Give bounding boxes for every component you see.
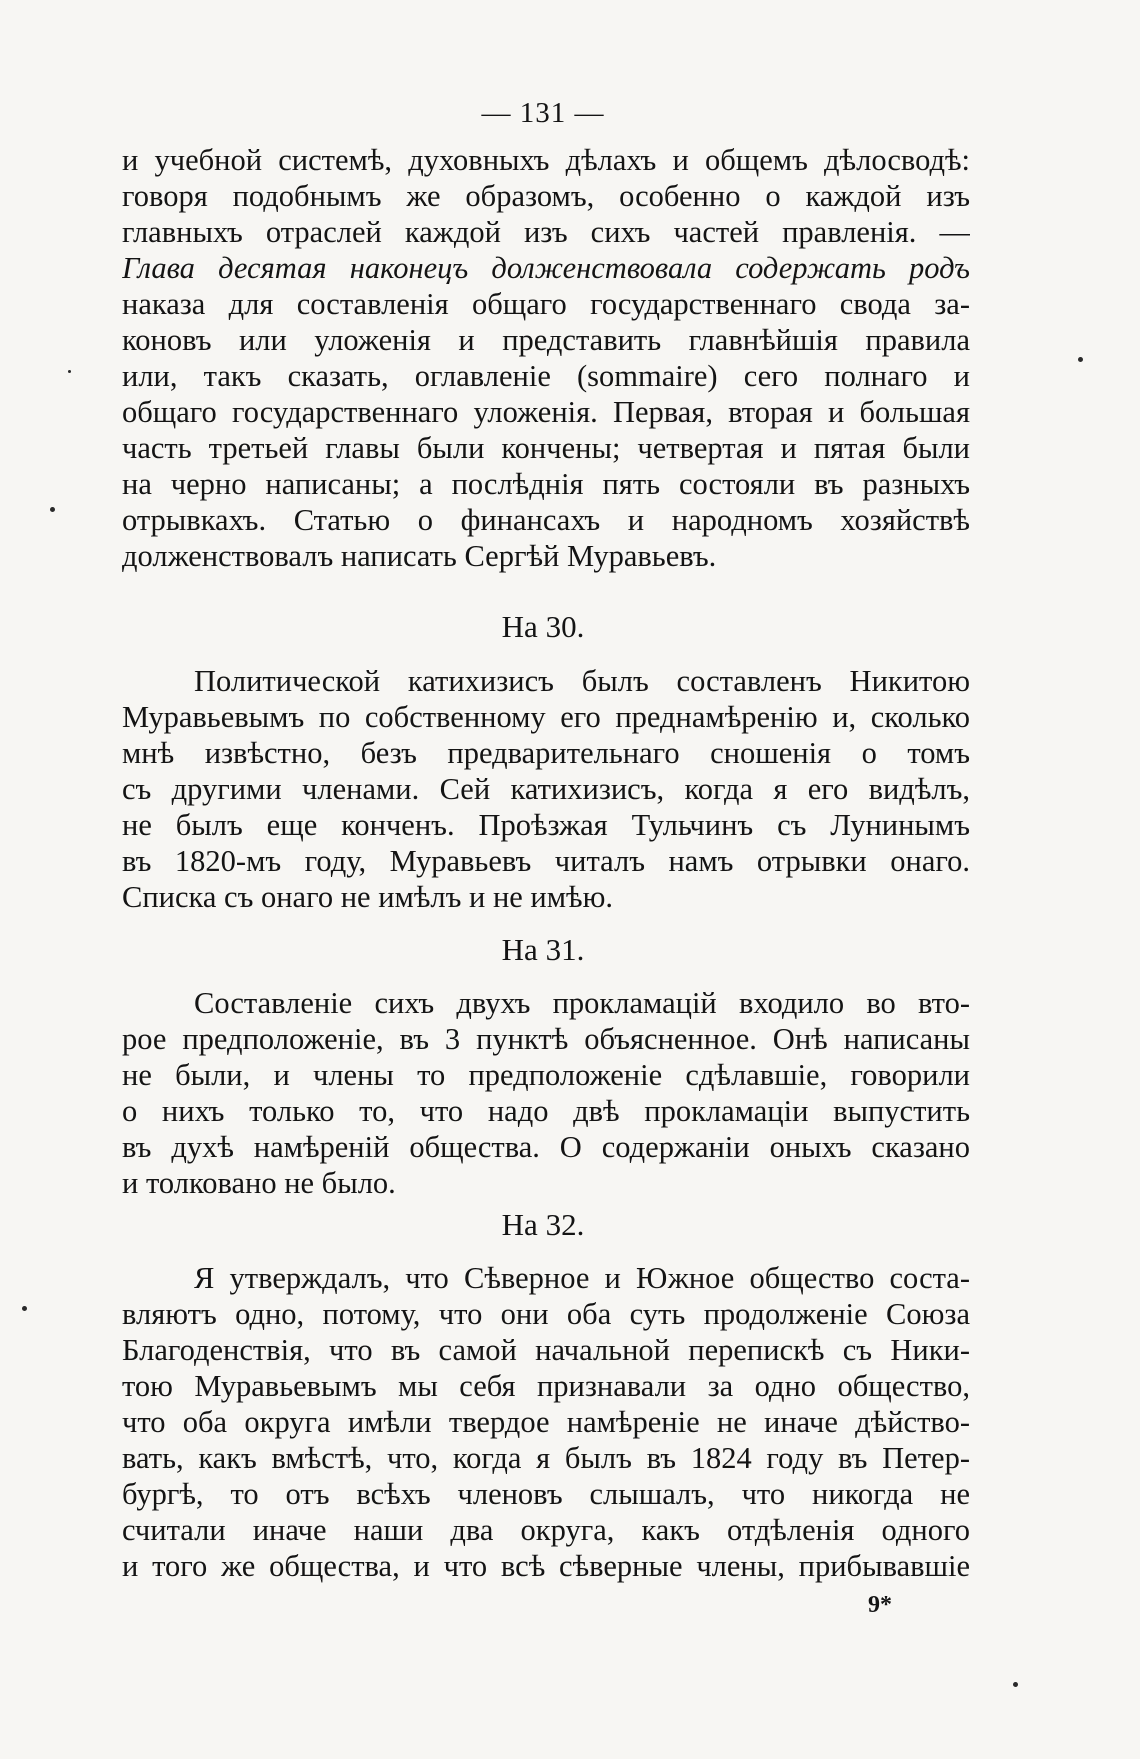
text-line: бургѣ, то отъ всѣхъ членовъ слышалъ, что никогда не bbox=[122, 1477, 970, 1511]
section-heading-31: На 31. bbox=[501, 932, 585, 967]
text-line: и учебной системѣ, духовныхъ дѣлахъ и общемъ дѣлосводѣ: bbox=[122, 143, 970, 177]
text-line: часть третьей главы были кончены; четвертая и пятая были bbox=[122, 431, 970, 465]
text-line: наказа для составленія общаго государственнаго свода за- bbox=[122, 287, 970, 321]
text-line: Списка съ онаго не имѣлъ и не имѣю. bbox=[122, 880, 614, 914]
text-line: съ другими членами. Сей катихизисъ, когда я его видѣлъ, bbox=[122, 772, 970, 806]
text-line: Политической катихизисъ былъ составленъ Никитою bbox=[194, 664, 970, 698]
text-line: Благоденствія, что въ самой начальной перепискѣ съ Ники- bbox=[122, 1333, 970, 1367]
text-line: считали иначе наши два округа, какъ отдѣленія одного bbox=[122, 1513, 970, 1547]
text-line: Составленіе сихъ двухъ прокламацій входило во вто- bbox=[194, 986, 970, 1020]
paragraph-32 bbox=[122, 1260, 970, 1584]
scan-speck bbox=[1013, 1682, 1018, 1687]
text-line: о нихъ только то, что надо двѣ прокламаціи выпустить bbox=[122, 1094, 970, 1128]
paragraph-30 bbox=[122, 663, 970, 915]
text-line: на черно написаны; а послѣднія пять состояли въ разныхъ bbox=[122, 467, 970, 501]
text-line: мнѣ извѣстно, безъ предварительнаго сношенія о томъ bbox=[122, 736, 970, 770]
text-line: главныхъ отраслей каждой изъ сихъ частей правленія. — bbox=[122, 215, 970, 249]
text-line: въ 1820-мъ году, Муравьевъ читалъ намъ отрывки онаго. bbox=[122, 844, 970, 878]
text-line: отрывкахъ. Статью о финансахъ и народномъ хозяйствѣ bbox=[122, 503, 970, 537]
text-line: или, такъ сказать, оглавленіе (sommaire) сего полнаго и bbox=[122, 359, 970, 393]
text-line: коновъ или уложенія и представить главнѣйшія правила bbox=[122, 323, 970, 357]
text-line: общаго государственнаго уложенія. Первая, вторая и большая bbox=[122, 395, 970, 429]
text-line: Глава десятая наконецъ долженствовала содержать родъ bbox=[122, 251, 970, 285]
paragraph-31 bbox=[122, 985, 970, 1201]
text-line: тою Муравьевымъ мы себя признавали за одно общество, bbox=[122, 1369, 970, 1403]
section-heading-32: На 32. bbox=[501, 1207, 585, 1242]
text-line: вать, какъ вмѣстѣ, что, когда я былъ въ 1824 году въ Петер- bbox=[122, 1441, 970, 1475]
page-number: — 131 — bbox=[481, 97, 605, 129]
printer-signature-mark: 9* bbox=[868, 1592, 892, 1618]
scan-speck bbox=[22, 1306, 27, 1311]
text-line: Я утверждалъ, что Сѣверное и Южное общество соста- bbox=[194, 1261, 970, 1295]
text-line: въ духѣ намѣреній общества. О содержаніи оныхъ сказано bbox=[122, 1130, 970, 1164]
text-line: Муравьевымъ по собственному его преднамѣренію и, сколько bbox=[122, 700, 970, 734]
text-line: и толковано не было. bbox=[122, 1166, 396, 1200]
text-line: рое предположеніе, въ 3 пунктѣ объясненное. Онѣ написаны bbox=[122, 1022, 970, 1056]
text-line: что оба округа имѣли твердое намѣреніе не иначе дѣйство- bbox=[122, 1405, 970, 1439]
section-heading-30: На 30. bbox=[501, 609, 585, 644]
text-line: вляютъ одно, потому, что они оба суть продолженіе Союза bbox=[122, 1297, 970, 1331]
scan-speck bbox=[50, 507, 55, 512]
scan-speck bbox=[68, 370, 71, 373]
text-line: не былъ еще конченъ. Проѣзжая Тульчинъ съ Лунинымъ bbox=[122, 808, 970, 842]
text-line: и того же общества, и что всѣ сѣверные члены, прибывавшіе bbox=[122, 1549, 970, 1583]
text-line: не были, и члены то предположеніе сдѣлавшіе, говорили bbox=[122, 1058, 970, 1092]
scan-speck bbox=[1078, 357, 1083, 362]
text-line: говоря подобнымъ же образомъ, особенно о каждой изъ bbox=[122, 179, 970, 213]
text-line: долженствовалъ написать Сергѣй Муравьевъ. bbox=[122, 539, 717, 573]
paragraph-intro bbox=[122, 142, 970, 574]
